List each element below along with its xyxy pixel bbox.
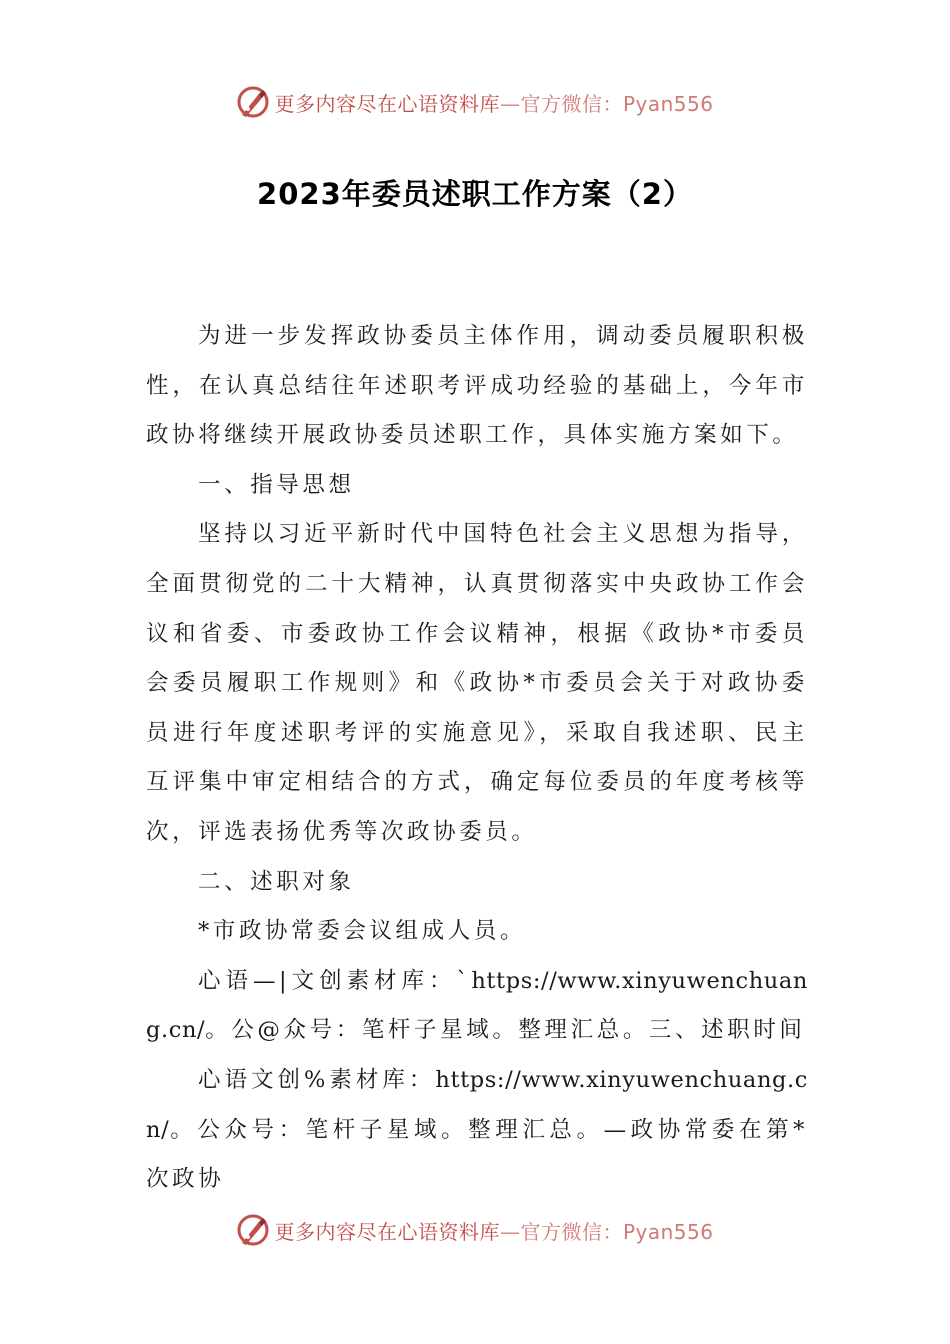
paragraph-intro: 为进一步发挥政协委员主体作用，调动委员履职积极性，在认真总结往年述职考评成功经验的基础上，今年市政协将继续开展政协委员述职工作，具体实施方案如下。 [146,323,808,449]
document-body [146,312,808,1205]
source-url-link[interactable]: https://www.xinyuwenchuang.cn/ [146,967,808,1044]
section-heading-guiding-ideology: 一、指导思想 [198,471,355,498]
watermark-contact: 官方微信：Pyan556 [520,91,714,116]
source-note-prefix: 心语—|文创素材库：` [198,967,472,994]
paragraph-source-note-1 [146,957,808,1056]
document-title: 2023年委员述职工作方案（2） [257,177,693,211]
footer-watermark [0,1210,950,1250]
watermark-separator: — [499,91,521,116]
source-url-link[interactable]: https://www.xinyuwenchuang.cn/ [146,1066,808,1143]
watermark-main: 更多内容尽在心语资料库 [274,1219,500,1244]
source-note-suffix: 。公@众号：笔杆子星域。整理汇总。三、述职时间 [205,1017,806,1044]
paragraph-guiding-ideology: 坚持以习近平新时代中国特色社会主义思想为指导，全面贯彻党的二十大精神，认真贯彻落实中央政协工作会议和省委、市委政协工作会议精神，根据《政协*市委员会委员履职工作规则》和《政协*市委员会关于对政协委员进行年度述职考评的实施意见》，采取自我述职、民主互评集中审定相结合的方式，确定每位委员的年度考核等次，评选表扬优秀等次政协委员。 [146,521,808,845]
pen-circle-logo-icon [236,1213,270,1247]
pen-circle-logo-icon [236,85,270,119]
watermark-text [274,1216,713,1245]
source-note-prefix: 心语文创%素材库： [198,1066,436,1093]
watermark-text [274,88,713,117]
watermark-separator: — [499,1219,521,1244]
paragraph-reporting-targets: *市政协常委会议组成人员。 [198,918,527,945]
paragraph-source-note-2 [146,1056,808,1205]
watermark-contact: 官方微信：Pyan556 [520,1219,714,1244]
section-heading-reporting-targets: 二、述职对象 [198,868,355,895]
header-watermark [0,82,950,122]
source-note-suffix: 。公众号：笔杆子星域。整理汇总。—政协常委在第*次政协 [146,1116,808,1193]
watermark-main: 更多内容尽在心语资料库 [274,91,500,116]
